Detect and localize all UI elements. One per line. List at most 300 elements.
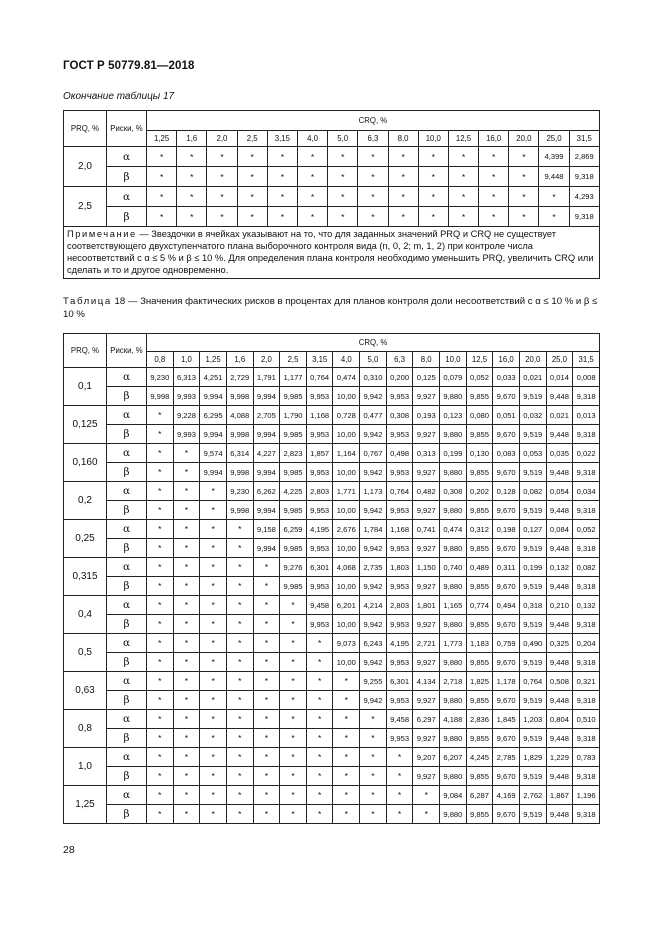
risk-cell: 0,308 (440, 482, 467, 501)
table-row (64, 387, 600, 406)
risk-cell: * (280, 653, 307, 672)
prq-value: 0,315 (64, 558, 107, 596)
risk-cell: 2,762 (519, 786, 546, 805)
risk-cell: 9,953 (306, 425, 333, 444)
risk-cell: 1,168 (386, 520, 413, 539)
risk-cell: 1,867 (546, 786, 573, 805)
alpha-symbol: α (107, 672, 147, 691)
risk-cell: * (173, 748, 200, 767)
risk-cell: * (200, 520, 227, 539)
crq-value: 2,0 (253, 352, 280, 368)
risk-cell: * (267, 207, 297, 227)
beta-symbol: β (107, 425, 147, 444)
risk-cell: * (207, 167, 237, 187)
risk-cell: 9,448 (546, 691, 573, 710)
risk-cell: 0,490 (519, 634, 546, 653)
risk-cell: 9,448 (546, 501, 573, 520)
risk-cell: 0,198 (493, 520, 520, 539)
risk-cell: 9,855 (466, 539, 493, 558)
risk-cell: 9,855 (466, 615, 493, 634)
risk-cell: 9,855 (466, 463, 493, 482)
risk-cell: * (509, 187, 539, 207)
risk-cell: * (173, 805, 200, 824)
risk-cell: * (479, 187, 509, 207)
risk-cell: * (177, 167, 207, 187)
risk-cell: * (177, 187, 207, 207)
risk-cell: 9,519 (519, 653, 546, 672)
table-row (64, 539, 600, 558)
risk-cell: 1,173 (360, 482, 387, 501)
risk-cell: * (358, 187, 388, 207)
risk-cell: * (200, 786, 227, 805)
risk-cell: 4,134 (413, 672, 440, 691)
risk-cell: 1,229 (546, 748, 573, 767)
risk-cell: * (200, 501, 227, 520)
risk-cell: 9,953 (306, 501, 333, 520)
risk-cell: * (297, 167, 327, 187)
risk-cell: 9,448 (546, 805, 573, 824)
risk-cell: * (147, 167, 177, 187)
risk-cell: 9,994 (253, 387, 280, 406)
prq-value: 0,63 (64, 672, 107, 710)
risk-cell: 9,670 (493, 729, 520, 748)
risk-cell: 1,790 (280, 406, 307, 425)
risk-cell: 0,199 (519, 558, 546, 577)
table-row (64, 691, 600, 710)
risk-cell: 0,035 (546, 444, 573, 463)
risk-cell: 9,953 (386, 691, 413, 710)
risk-cell: 0,312 (466, 520, 493, 539)
risk-cell: * (280, 691, 307, 710)
risk-cell: * (418, 187, 448, 207)
risk-cell: * (147, 767, 174, 786)
prq-value: 0,1 (64, 368, 107, 406)
risk-cell: 9,927 (413, 463, 440, 482)
crq-value: 10,0 (418, 131, 448, 147)
risk-cell: * (200, 767, 227, 786)
risk-cell: * (479, 167, 509, 187)
risk-cell: 0,474 (333, 368, 360, 387)
note-row (64, 227, 600, 279)
risk-cell: * (386, 786, 413, 805)
risk-cell: 9,880 (440, 615, 467, 634)
risk-cell: 6,295 (200, 406, 227, 425)
risk-cell: 0,767 (360, 444, 387, 463)
risk-cell: 4,245 (466, 748, 493, 767)
risk-cell: 0,123 (440, 406, 467, 425)
risk-cell: 9,448 (546, 577, 573, 596)
risk-header: Риски, % (107, 111, 147, 147)
risk-cell: 0,054 (546, 482, 573, 501)
risk-cell: 0,764 (386, 482, 413, 501)
risk-cell: 4,225 (280, 482, 307, 501)
risk-cell: * (448, 147, 478, 167)
risk-cell: 9,994 (200, 425, 227, 444)
risk-cell: * (226, 577, 253, 596)
risk-cell: * (200, 691, 227, 710)
risk-cell: 9,519 (519, 387, 546, 406)
risk-cell: * (177, 207, 207, 227)
risk-cell: * (147, 672, 174, 691)
risk-cell: 6,301 (306, 558, 333, 577)
crq-header: CRQ, % (147, 111, 600, 131)
risk-cell: * (226, 558, 253, 577)
risk-cell: 9,942 (360, 425, 387, 444)
risk-cell: 2,803 (306, 482, 333, 501)
crq-value: 3,15 (267, 131, 297, 147)
risk-cell: 0,783 (573, 748, 600, 767)
risk-cell: 9,318 (573, 691, 600, 710)
risk-cell: 0,804 (546, 710, 573, 729)
crq-value: 2,5 (237, 131, 267, 147)
alpha-symbol: α (107, 710, 147, 729)
risk-cell: 9,993 (173, 387, 200, 406)
risk-cell: * (253, 805, 280, 824)
table-row (64, 767, 600, 786)
risk-cell: * (147, 482, 174, 501)
risk-cell: 0,022 (573, 444, 600, 463)
risk-cell: 9,519 (519, 501, 546, 520)
risk-cell: * (388, 147, 418, 167)
risk-cell: 9,448 (546, 539, 573, 558)
risk-cell: 10,00 (333, 501, 360, 520)
risk-cell: * (147, 634, 174, 653)
risk-cell: 0,080 (466, 406, 493, 425)
risk-cell: * (413, 805, 440, 824)
table18-caption (63, 296, 603, 321)
risk-cell: * (358, 167, 388, 187)
risk-cell: 9,927 (413, 501, 440, 520)
risk-cell: * (147, 691, 174, 710)
risk-cell: 4,399 (539, 147, 569, 167)
risk-cell: 9,942 (360, 387, 387, 406)
risk-cell: * (200, 710, 227, 729)
risk-cell: * (147, 748, 174, 767)
risk-cell: 0,014 (546, 368, 573, 387)
risk-cell: * (306, 748, 333, 767)
risk-cell: 0,052 (466, 368, 493, 387)
beta-symbol: β (107, 767, 147, 786)
risk-cell: * (147, 615, 174, 634)
risk-cell: 9,880 (440, 653, 467, 672)
risk-cell: * (360, 710, 387, 729)
risk-cell: 1,791 (253, 368, 280, 387)
risk-cell: 9,670 (493, 691, 520, 710)
table-row (64, 187, 600, 207)
table18-caption-label: Таблица (63, 296, 112, 307)
risk-cell: * (200, 729, 227, 748)
risk-cell: 0,210 (546, 596, 573, 615)
risk-cell: 9,670 (493, 463, 520, 482)
risk-cell: 9,318 (573, 653, 600, 672)
risk-cell: * (226, 767, 253, 786)
risk-cell: * (333, 672, 360, 691)
risk-cell: * (306, 729, 333, 748)
risk-cell: 0,082 (573, 558, 600, 577)
risk-cell: * (147, 207, 177, 227)
risk-cell: * (237, 187, 267, 207)
prq-value: 2,5 (64, 187, 107, 227)
risk-cell: * (388, 167, 418, 187)
risk-cell: 9,994 (253, 425, 280, 444)
risk-cell: 9,927 (413, 653, 440, 672)
risk-cell: 9,953 (306, 577, 333, 596)
table-row (64, 577, 600, 596)
risk-cell: 0,498 (386, 444, 413, 463)
risk-cell: 0,474 (440, 520, 467, 539)
risk-cell: * (333, 748, 360, 767)
risk-cell: * (173, 501, 200, 520)
risk-cell: * (147, 501, 174, 520)
risk-cell: 9,953 (386, 577, 413, 596)
risk-cell: 6,287 (466, 786, 493, 805)
risk-cell: 9,953 (386, 387, 413, 406)
risk-cell: * (306, 691, 333, 710)
risk-cell: * (360, 786, 387, 805)
prq-value: 0,2 (64, 482, 107, 520)
risk-cell: 2,718 (440, 672, 467, 691)
risk-cell: * (253, 577, 280, 596)
risk-cell: 9,855 (466, 425, 493, 444)
risk-cell: 9,985 (280, 425, 307, 444)
risk-cell: * (226, 539, 253, 558)
risk-cell: 9,927 (413, 767, 440, 786)
risk-cell: 9,670 (493, 539, 520, 558)
risk-cell: 6,314 (226, 444, 253, 463)
risk-cell: 0,321 (573, 672, 600, 691)
risk-cell: 9,953 (386, 425, 413, 444)
risk-cell: 9,855 (466, 653, 493, 672)
table-row (64, 615, 600, 634)
risk-cell: * (226, 520, 253, 539)
risk-cell: * (200, 653, 227, 672)
risk-cell: * (200, 596, 227, 615)
risk-cell: * (173, 710, 200, 729)
risk-cell: 9,228 (173, 406, 200, 425)
risk-cell: * (280, 615, 307, 634)
table-row (64, 710, 600, 729)
risk-cell: 9,318 (573, 615, 600, 634)
risk-cell: 9,942 (360, 653, 387, 672)
risk-cell: * (509, 167, 539, 187)
risk-cell: 6,201 (333, 596, 360, 615)
risk-cell: 9,994 (253, 539, 280, 558)
risk-cell: * (253, 672, 280, 691)
risk-cell: 4,251 (200, 368, 227, 387)
table-row (64, 207, 600, 227)
risk-cell: * (306, 786, 333, 805)
risk-cell: * (539, 207, 569, 227)
risk-cell: * (253, 748, 280, 767)
risk-cell: 0,494 (493, 596, 520, 615)
risk-cell: 9,942 (360, 539, 387, 558)
risk-cell: 9,318 (573, 805, 600, 824)
risk-cell: * (267, 147, 297, 167)
risk-cell: 0,740 (440, 558, 467, 577)
risk-cell: * (479, 207, 509, 227)
risk-cell: * (200, 482, 227, 501)
risk-cell: * (297, 187, 327, 207)
risk-cell: * (147, 805, 174, 824)
risk-cell: 0,013 (573, 406, 600, 425)
risk-cell: 10,00 (333, 539, 360, 558)
risk-cell: * (333, 805, 360, 824)
risk-cell: 9,993 (173, 425, 200, 444)
risk-cell: * (200, 805, 227, 824)
risk-cell: 0,764 (306, 368, 333, 387)
risk-cell: 1,857 (306, 444, 333, 463)
risk-cell: 0,477 (360, 406, 387, 425)
risk-cell: 9,927 (413, 387, 440, 406)
risk-cell: 0,132 (573, 596, 600, 615)
risk-cell: * (200, 748, 227, 767)
risk-cell: 9,985 (280, 577, 307, 596)
risk-cell: * (328, 147, 358, 167)
risk-cell: 9,084 (440, 786, 467, 805)
risk-cell: * (147, 577, 174, 596)
risk-cell: 0,053 (519, 444, 546, 463)
risk-cell: 9,855 (466, 577, 493, 596)
risk-cell: 4,169 (493, 786, 520, 805)
risk-cell: * (253, 729, 280, 748)
risk-cell: 9,230 (147, 368, 174, 387)
table17-caption: Окончание таблицы 17 (63, 91, 175, 102)
crq-value: 31,5 (573, 352, 600, 368)
risk-cell: * (173, 786, 200, 805)
alpha-symbol: α (107, 520, 147, 539)
alpha-symbol: α (107, 786, 147, 805)
risk-cell: * (147, 520, 174, 539)
risk-cell: 9,855 (466, 729, 493, 748)
risk-cell: * (479, 147, 509, 167)
risk-cell: * (280, 634, 307, 653)
risk-cell: * (237, 147, 267, 167)
risk-cell: * (297, 207, 327, 227)
risk-cell: 0,008 (573, 368, 600, 387)
risk-cell: * (147, 786, 174, 805)
crq-value: 31,5 (569, 131, 599, 147)
risk-cell: 9,670 (493, 805, 520, 824)
risk-cell: 6,259 (280, 520, 307, 539)
risk-cell: 1,196 (573, 786, 600, 805)
beta-symbol: β (107, 615, 147, 634)
prq-value: 0,5 (64, 634, 107, 672)
risk-cell: * (306, 634, 333, 653)
risk-cell: 9,998 (147, 387, 174, 406)
risk-cell: 0,082 (519, 482, 546, 501)
risk-cell: 4,214 (360, 596, 387, 615)
beta-symbol: β (107, 501, 147, 520)
beta-symbol: β (107, 577, 147, 596)
table-row (64, 634, 600, 653)
prq-value: 1,25 (64, 786, 107, 824)
risk-cell: 0,482 (413, 482, 440, 501)
crq-value: 4,0 (333, 352, 360, 368)
risk-cell: 9,880 (440, 577, 467, 596)
risk-cell: 9,953 (386, 539, 413, 558)
risk-cell: * (147, 558, 174, 577)
beta-symbol: β (107, 729, 147, 748)
risk-cell: 0,199 (440, 444, 467, 463)
risk-cell: 9,158 (253, 520, 280, 539)
risk-cell: 9,855 (466, 805, 493, 824)
risk-cell: * (253, 767, 280, 786)
risk-cell: * (539, 187, 569, 207)
risk-cell: * (280, 786, 307, 805)
risk-cell: * (147, 147, 177, 167)
risk-cell: * (358, 147, 388, 167)
risk-cell: 0,021 (519, 368, 546, 387)
risk-cell: 9,448 (546, 463, 573, 482)
risk-cell: * (147, 406, 174, 425)
risk-cell: * (253, 615, 280, 634)
crq-value: 12,5 (466, 352, 493, 368)
risk-cell: * (173, 482, 200, 501)
risk-cell: * (226, 615, 253, 634)
risk-cell: * (280, 748, 307, 767)
risk-cell: 1,771 (333, 482, 360, 501)
risk-cell: * (280, 767, 307, 786)
risk-cell: 9,670 (493, 387, 520, 406)
risk-cell: 9,448 (546, 425, 573, 444)
prq-header: PRQ, % (64, 111, 107, 147)
risk-cell: 9,670 (493, 767, 520, 786)
risk-cell: * (147, 710, 174, 729)
risk-cell: * (448, 167, 478, 187)
risk-cell: 9,942 (360, 463, 387, 482)
risk-cell: 9,985 (280, 463, 307, 482)
risk-cell: 0,032 (519, 406, 546, 425)
risk-cell: * (147, 444, 174, 463)
alpha-symbol: α (107, 444, 147, 463)
beta-symbol: β (107, 387, 147, 406)
risk-cell: * (306, 805, 333, 824)
risk-cell: 9,953 (306, 539, 333, 558)
risk-cell: * (448, 187, 478, 207)
crq-value: 8,0 (388, 131, 418, 147)
risk-cell: 1,773 (440, 634, 467, 653)
table-row (64, 167, 600, 187)
risk-cell: 9,994 (200, 387, 227, 406)
beta-symbol: β (107, 167, 147, 187)
risk-cell: 9,519 (519, 691, 546, 710)
risk-cell: * (328, 187, 358, 207)
risk-cell: 9,458 (386, 710, 413, 729)
risk-cell: * (328, 207, 358, 227)
risk-cell: * (226, 710, 253, 729)
risk-cell: 9,276 (280, 558, 307, 577)
risk-cell: * (226, 729, 253, 748)
risk-cell: 1,803 (386, 558, 413, 577)
risk-cell: 1,825 (466, 672, 493, 691)
risk-cell: * (173, 463, 200, 482)
crq-value: 25,0 (539, 131, 569, 147)
risk-cell: * (360, 767, 387, 786)
risk-cell: 9,519 (519, 615, 546, 634)
table-row (64, 444, 600, 463)
risk-cell: * (226, 805, 253, 824)
risk-cell: 2,735 (360, 558, 387, 577)
risk-cell: 9,670 (493, 501, 520, 520)
crq-value: 5,0 (328, 131, 358, 147)
risk-cell: * (333, 710, 360, 729)
risk-cell: * (200, 577, 227, 596)
risk-cell: * (280, 710, 307, 729)
prq-value: 1,0 (64, 748, 107, 786)
table-row (64, 672, 600, 691)
risk-cell: 9,230 (226, 482, 253, 501)
risk-cell: 9,519 (519, 539, 546, 558)
